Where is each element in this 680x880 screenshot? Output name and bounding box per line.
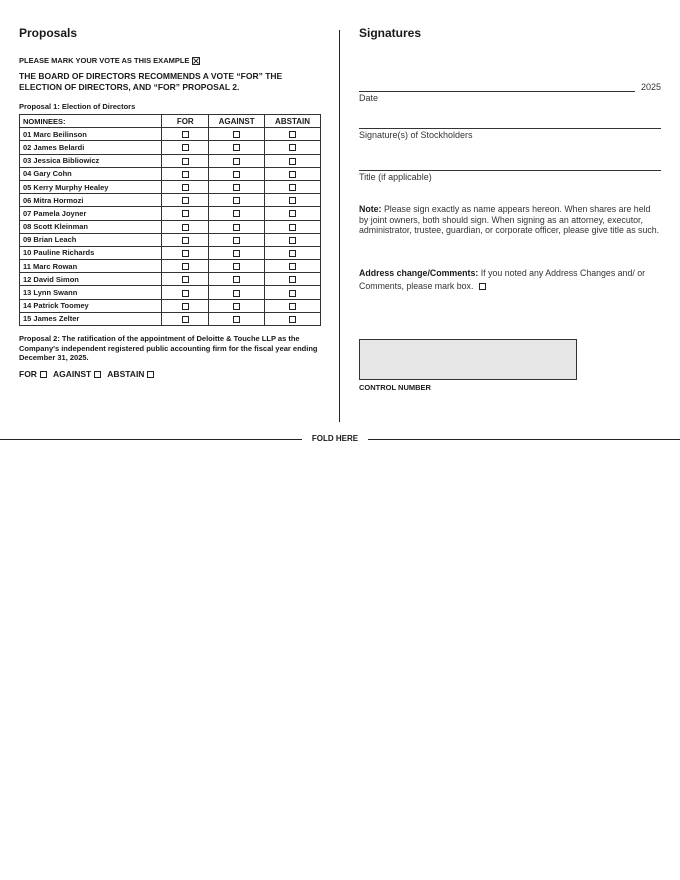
proposal-2-options <box>19 369 158 379</box>
nominees-header-row <box>20 115 321 128</box>
nominee-for-cell <box>162 246 209 259</box>
stockholders-label: Signature(s) of Stockholders <box>359 130 473 140</box>
nominee-row <box>20 286 321 299</box>
signing-note <box>359 204 661 236</box>
nominee-for-checkbox[interactable] <box>182 263 189 270</box>
address-change <box>359 267 661 292</box>
nominee-against-checkbox[interactable] <box>233 131 240 138</box>
nominee-for-checkbox[interactable] <box>182 276 189 283</box>
proposal-2-for-checkbox[interactable] <box>40 371 47 378</box>
nominee-name: 10 Pauline Richards <box>20 246 162 259</box>
nominee-abstain-cell <box>265 128 321 141</box>
nominee-for-checkbox[interactable] <box>182 303 189 310</box>
nominee-abstain-cell <box>265 167 321 180</box>
nominee-abstain-checkbox[interactable] <box>289 158 296 165</box>
nominee-name: 01 Marc Beilinson <box>20 128 162 141</box>
nominee-against-cell <box>209 233 265 246</box>
nominee-for-cell <box>162 299 209 312</box>
nominee-name: 15 James Zelter <box>20 312 162 325</box>
nominee-against-checkbox[interactable] <box>233 276 240 283</box>
fold-rule-right <box>368 439 680 440</box>
nominee-abstain-checkbox[interactable] <box>289 290 296 297</box>
nominee-for-checkbox[interactable] <box>182 210 189 217</box>
nominee-name: 08 Scott Kleinman <box>20 220 162 233</box>
nominee-row <box>20 194 321 207</box>
mark-example-text: PLEASE MARK YOUR VOTE AS THIS EXAMPLE <box>19 56 190 65</box>
nominee-for-checkbox[interactable] <box>182 144 189 151</box>
nominee-against-cell <box>209 154 265 167</box>
nominee-for-cell <box>162 273 209 286</box>
nominee-for-cell <box>162 286 209 299</box>
nominees-table <box>19 114 321 326</box>
nominee-abstain-checkbox[interactable] <box>289 224 296 231</box>
nominee-row <box>20 180 321 193</box>
nominee-abstain-checkbox[interactable] <box>289 316 296 323</box>
address-change-text: If you noted any Address Changes and/ or Comments, please mark box. <box>359 268 646 291</box>
nominee-row <box>20 260 321 273</box>
nominee-row <box>20 312 321 325</box>
nominee-abstain-checkbox[interactable] <box>289 171 296 178</box>
nominee-abstain-cell <box>265 286 321 299</box>
nominee-for-checkbox[interactable] <box>182 171 189 178</box>
column-divider <box>339 30 340 422</box>
address-change-checkbox[interactable] <box>479 283 486 290</box>
nominee-against-checkbox[interactable] <box>233 158 240 165</box>
nominee-abstain-cell <box>265 141 321 154</box>
nominee-against-checkbox[interactable] <box>233 316 240 323</box>
note-label: Note: <box>359 204 382 214</box>
nominee-abstain-cell <box>265 246 321 259</box>
nominee-for-cell <box>162 312 209 325</box>
fold-rule-left <box>0 439 302 440</box>
nominee-against-checkbox[interactable] <box>233 263 240 270</box>
nominee-for-cell <box>162 220 209 233</box>
proposal-2-abstain-label: ABSTAIN <box>107 369 145 379</box>
header-abstain: ABSTAIN <box>265 115 321 128</box>
control-number-box <box>359 339 577 380</box>
date-signature-line[interactable] <box>359 91 635 92</box>
proposals-title: Proposals <box>19 26 78 40</box>
nominee-against-checkbox[interactable] <box>233 303 240 310</box>
nominee-for-cell <box>162 207 209 220</box>
nominee-against-checkbox[interactable] <box>233 144 240 151</box>
nominee-for-checkbox[interactable] <box>182 197 189 204</box>
nominee-abstain-checkbox[interactable] <box>289 263 296 270</box>
date-year: 2025 <box>641 82 662 92</box>
nominee-abstain-cell <box>265 154 321 167</box>
nominee-for-cell <box>162 233 209 246</box>
nominee-abstain-checkbox[interactable] <box>289 250 296 257</box>
nominee-for-checkbox[interactable] <box>182 131 189 138</box>
nominee-for-cell <box>162 128 209 141</box>
nominee-against-cell <box>209 286 265 299</box>
nominee-abstain-cell <box>265 207 321 220</box>
nominee-for-cell <box>162 180 209 193</box>
nominee-row <box>20 207 321 220</box>
nominee-row <box>20 273 321 286</box>
nominee-for-cell <box>162 260 209 273</box>
nominee-against-checkbox[interactable] <box>233 197 240 204</box>
control-number-label: CONTROL NUMBER <box>359 383 431 392</box>
nominee-for-checkbox[interactable] <box>182 290 189 297</box>
proposals-section <box>19 26 321 379</box>
nominee-abstain-cell <box>265 233 321 246</box>
nominee-abstain-checkbox[interactable] <box>289 303 296 310</box>
title-signature-line[interactable] <box>359 170 661 171</box>
nominee-against-cell <box>209 273 265 286</box>
nominee-abstain-checkbox[interactable] <box>289 184 296 191</box>
nominee-against-cell <box>209 128 265 141</box>
nominee-against-checkbox[interactable] <box>233 237 240 244</box>
header-nominees: NOMINEES: <box>20 115 162 128</box>
signatures-section <box>359 26 662 392</box>
nominee-name: 13 Lynn Swann <box>20 286 162 299</box>
nominee-abstain-checkbox[interactable] <box>289 131 296 138</box>
nominee-name: 11 Marc Rowan <box>20 260 162 273</box>
nominee-for-checkbox[interactable] <box>182 184 189 191</box>
nominee-row <box>20 167 321 180</box>
nominee-name: 09 Brian Leach <box>20 233 162 246</box>
proposal-2-against-checkbox[interactable] <box>94 371 101 378</box>
header-for: FOR <box>162 115 209 128</box>
nominee-abstain-checkbox[interactable] <box>289 197 296 204</box>
nominee-name: 05 Kerry Murphy Healey <box>20 180 162 193</box>
title-label: Title (if applicable) <box>359 172 432 182</box>
nominee-against-cell <box>209 260 265 273</box>
nominee-abstain-checkbox[interactable] <box>289 210 296 217</box>
nominee-name: 12 David Simon <box>20 273 162 286</box>
nominee-for-cell <box>162 141 209 154</box>
date-label: Date <box>359 93 379 103</box>
proposal-2-text: Proposal 2: The ratification of the appointment of Deloitte & Touche LLP as the Company's independent registered public accounting firm for the fiscal year ending December 31, 2025. <box>19 334 318 362</box>
nominee-for-checkbox[interactable] <box>182 316 189 323</box>
nominee-against-cell <box>209 220 265 233</box>
nominee-abstain-cell <box>265 260 321 273</box>
nominee-abstain-checkbox[interactable] <box>289 144 296 151</box>
fold-label: FOLD HERE <box>311 434 359 443</box>
board-recommendation: THE BOARD OF DIRECTORS RECOMMENDS A VOTE “FOR” THE ELECTION OF DIRECTORS, AND “FOR” PROPOSAL 2. <box>19 71 283 92</box>
nominee-row <box>20 299 321 312</box>
nominee-row <box>20 141 321 154</box>
checked-box-icon <box>192 57 200 65</box>
nominee-for-checkbox[interactable] <box>182 250 189 257</box>
nominee-against-checkbox[interactable] <box>233 184 240 191</box>
nominee-against-cell <box>209 207 265 220</box>
nominee-abstain-cell <box>265 220 321 233</box>
nominee-row <box>20 128 321 141</box>
nominee-abstain-cell <box>265 194 321 207</box>
proposal-2-for-label: FOR <box>19 369 37 379</box>
nominee-name: 04 Gary Cohn <box>20 167 162 180</box>
nominee-against-cell <box>209 167 265 180</box>
nominee-row <box>20 220 321 233</box>
nominee-for-checkbox[interactable] <box>182 237 189 244</box>
nominee-abstain-cell <box>265 180 321 193</box>
header-against: AGAINST <box>209 115 265 128</box>
proposal-1-title: Proposal 1: Election of Directors <box>19 102 136 111</box>
nominee-for-cell <box>162 167 209 180</box>
nominee-against-cell <box>209 246 265 259</box>
nominee-against-checkbox[interactable] <box>233 290 240 297</box>
nominee-against-cell <box>209 180 265 193</box>
nominee-name: 02 James Belardi <box>20 141 162 154</box>
nominee-row <box>20 154 321 167</box>
nominee-against-cell <box>209 299 265 312</box>
nominee-for-cell <box>162 194 209 207</box>
nominee-against-cell <box>209 141 265 154</box>
proposal-2-against-label: AGAINST <box>53 369 92 379</box>
nominee-row <box>20 246 321 259</box>
mark-example <box>19 56 200 65</box>
nominee-for-cell <box>162 154 209 167</box>
address-change-label: Address change/Comments: <box>359 268 479 278</box>
nominee-against-checkbox[interactable] <box>233 210 240 217</box>
signatures-title: Signatures <box>359 26 422 40</box>
nominee-abstain-cell <box>265 312 321 325</box>
nominee-for-checkbox[interactable] <box>182 158 189 165</box>
nominee-abstain-cell <box>265 273 321 286</box>
nominee-abstain-checkbox[interactable] <box>289 276 296 283</box>
proposal-2-abstain-checkbox[interactable] <box>147 371 154 378</box>
nominee-name: 07 Pamela Joyner <box>20 207 162 220</box>
nominee-against-cell <box>209 194 265 207</box>
nominee-row <box>20 233 321 246</box>
nominee-against-checkbox[interactable] <box>233 250 240 257</box>
stockholders-signature-line[interactable] <box>359 128 661 129</box>
nominee-name: 06 Mitra Hormozi <box>20 194 162 207</box>
nominee-name: 03 Jessica Bibliowicz <box>20 154 162 167</box>
nominee-against-cell <box>209 312 265 325</box>
nominee-against-checkbox[interactable] <box>233 224 240 231</box>
nominee-abstain-cell <box>265 299 321 312</box>
note-text: Please sign exactly as name appears hereon. When shares are held by joint owners, both should sign. When signing as an attorney, executor, administrator, trustee, guardian, or corporate officer, please give title as such. <box>359 204 660 235</box>
fold-line <box>0 434 680 446</box>
nominee-abstain-checkbox[interactable] <box>289 237 296 244</box>
nominee-name: 14 Patrick Toomey <box>20 299 162 312</box>
nominee-against-checkbox[interactable] <box>233 171 240 178</box>
nominee-for-checkbox[interactable] <box>182 224 189 231</box>
